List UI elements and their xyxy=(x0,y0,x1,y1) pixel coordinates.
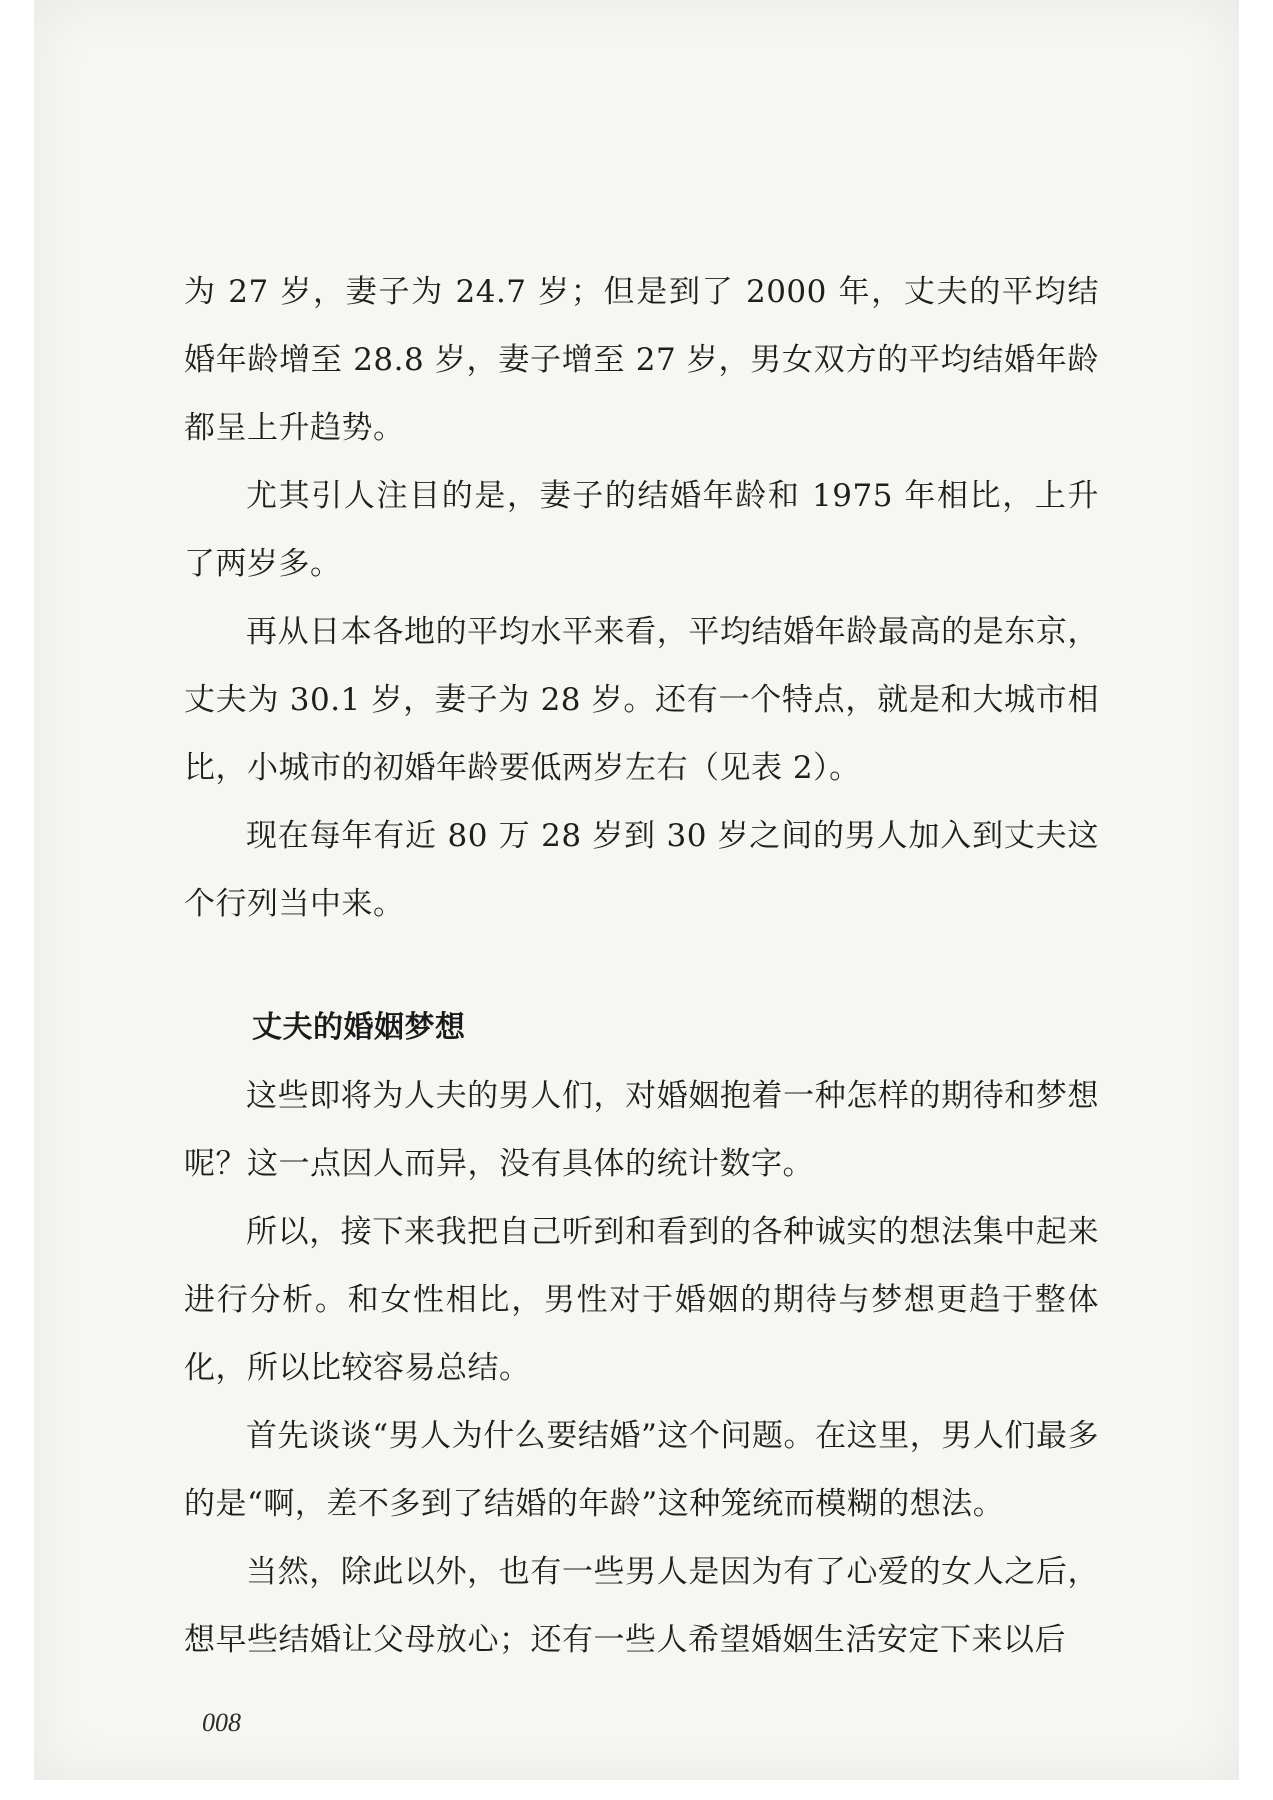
paragraph: 所以，接下来我把自己听到和看到的各种诚实的想法集中起来进行分析。和女性相比，男性对于婚姻的期待与梦想更趋于整体化，所以比较容易总结。 xyxy=(184,1214,1099,1386)
paragraph: 当然，除此以外，也有一些男人是因为有了心爱的女人之后，想早些结婚让父母放心；还有一些人希望婚姻生活安定下来以后 xyxy=(184,1554,1099,1658)
paragraph: 为 27 岁，妻子为 24.7 岁；但是到了 2000 年，丈夫的平均结婚年龄增至 28.8 岁，妻子增至 27 岁，男女双方的平均结婚年龄都呈上升趋势。 xyxy=(184,274,1099,446)
paragraph: 再从日本各地的平均水平来看，平均结婚年龄最高的是东京，丈夫为 30.1 岁，妻子为 28 岁。还有一个特点，就是和大城市相比，小城市的初婚年龄要低两岁左右（见表 2）。 xyxy=(184,614,1099,786)
paragraph: 尤其引人注目的是，妻子的结婚年龄和 1975 年相比，上升了两岁多。 xyxy=(184,478,1099,582)
book-page xyxy=(34,0,1239,1780)
paragraph: 这些即将为人夫的男人们，对婚姻抱着一种怎样的期待和梦想呢？这一点因人而异，没有具体的统计数字。 xyxy=(184,1078,1099,1182)
section-heading: 丈夫的婚姻梦想 xyxy=(252,1010,466,1045)
paragraph: 现在每年有近 80 万 28 岁到 30 岁之间的男人加入到丈夫这个行列当中来。 xyxy=(184,818,1099,922)
page-number: 008 xyxy=(202,1708,241,1737)
paragraph: 首先谈谈“男人为什么要结婚”这个问题。在这里，男人们最多的是“啊，差不多到了结婚的年龄”这种笼统而模糊的想法。 xyxy=(184,1418,1099,1522)
body-text xyxy=(184,258,1099,1674)
